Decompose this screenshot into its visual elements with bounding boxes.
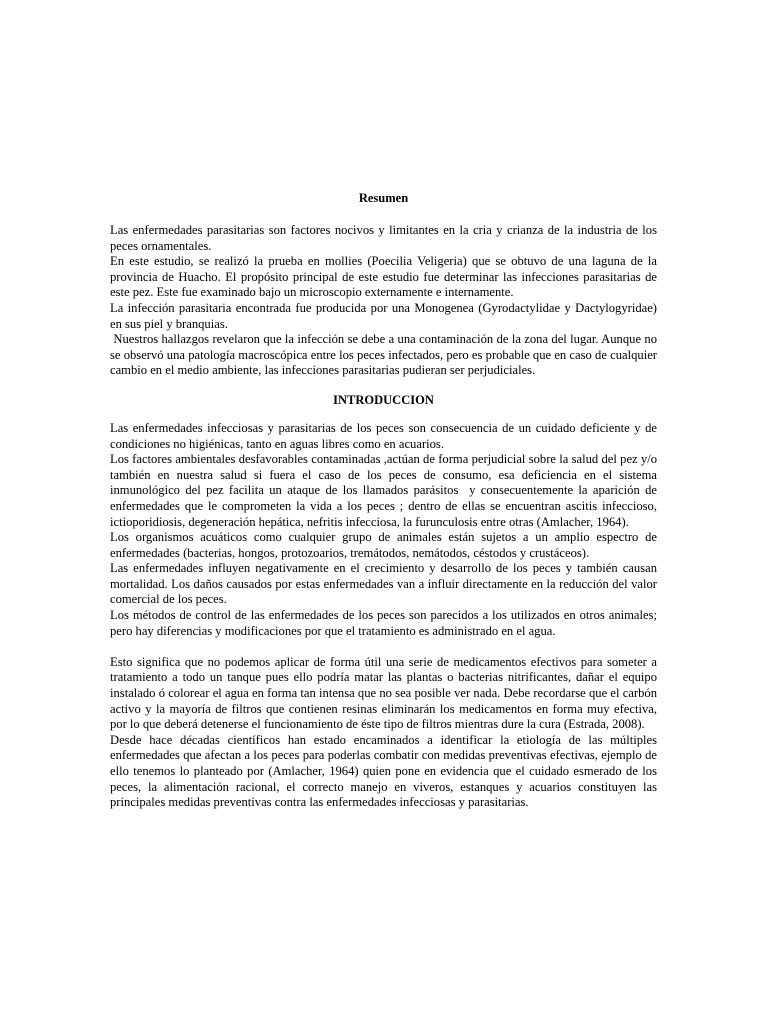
introduction-paragraph: Los organismos acuáticos como cualquier grupo de animales están sujetos a un amplio espectro de enfermedades (bacterias, hongos, protozoarios, tremátodos, nemátodos, céstodos y crustáceos). [110,530,657,560]
abstract-paragraph: Las enfermedades parasitarias son factores nocivos y limitantes en la cria y crianza de la industria de los peces ornamentales. [110,223,657,253]
abstract-paragraph: Nuestros hallazgos revelaron que la infección se debe a una contaminación de la zona del lugar. Aunque no se observó una patología macroscópica entre los peces infectados, pero es probable que en caso de cualquier cambio en el medio ambiente, las infecciones parasitarias pudieran ser perjudiciales. [110,332,661,378]
introduction-heading: INTRODUCCION [333,392,434,407]
abstract-paragraph: La infección parasitaria encontrada fue producida por una Monogenea (Gyrodactylidae y Dactylogyridae) en sus piel y branquias. [110,300,657,331]
introduction-paragraph: Las enfermedades influyen negativamente en el crecimiento y desarrollo de los peces y también causan mortalidad. Los daños causados por estas enfermedades van a influir directamente en la reducción del valor comercial de los peces. [110,561,657,607]
introduction-paragraph: Desde hace décadas científicos han estado encaminados a identificar la etiología de las múltiples enfermedades que afectan a los peces para poderlas combatir con medidas preventivas efectivas, ejemplo de ello tenemos lo planteado por (Amlacher, 1964) quien pone en evidencia que el cuidado esmerado de los peces, la alimentación racional, el correcto manejo en viveros, estanques y acuarios constituyen las principales medidas preventivas contra las enfermedades infecciosas y parasitarias. [110,732,657,810]
introduction-paragraph: Los métodos de control de las enfermedades de los peces son parecidos a los utilizados en otros animales; pero hay diferencias y modificaciones por que el tratamiento es administrado en el agua. [110,608,657,638]
document-body [110,190,661,811]
paragraph-spacer [110,639,657,655]
introduction-paragraph: Los factores ambientales desfavorables contaminadas ,actúan de forma perjudicial sobre la salud del pez y/o también en nuestra salud si fuera el caso de los peces de consumo, esa deficiencia en el sistema inmunológico del pez facilita un ataque de los llamados parásitos y consecuentemente la aparición de enfermedades que le comprometen la vida a los peces ; dentro de ellas se encuentran ascitis infeccioso, ictioporidiosis, degeneración hepática, nefritis infecciosa, la furunculosis entre otras (Amlacher, 1964). [110,452,661,529]
abstract-paragraph: En este estudio, se realizó la prueba en mollies (Poecilia Veligeria) que se obtuvo de una laguna de la provincia de Huacho. El propósito principal de este estudio fue determinar las infecciones parasitarias de este pez. Este fue examinado bajo un microscopio externamente e internamente. [110,254,657,300]
abstract-heading: Resumen [358,191,409,205]
introduction-paragraph: Esto significa que no podemos aplicar de forma útil una serie de medicamentos efectivos para someter a tratamiento a todo un tanque pues ello podría matar las plantas o bacterias nitrificantes, dañar el equipo instalado ó colorear el agua en forma tan intensa que no sea posible ver nada. Debe recordarse que el carbón activo y la mayoría de filtros que contienen resinas eliminarán los medicamentos en forma muy efectiva, por lo que deberá detenerse el funcionamiento de éste tipo de filtros mientras dure la cura (Estrada, 2008). [110,654,657,732]
introduction-paragraph: Las enfermedades infecciosas y parasitarias de los peces son consecuencia de un cuidado deficiente y de condiciones no higiénicas, tanto en aguas libres como en acuarios. [110,420,657,451]
